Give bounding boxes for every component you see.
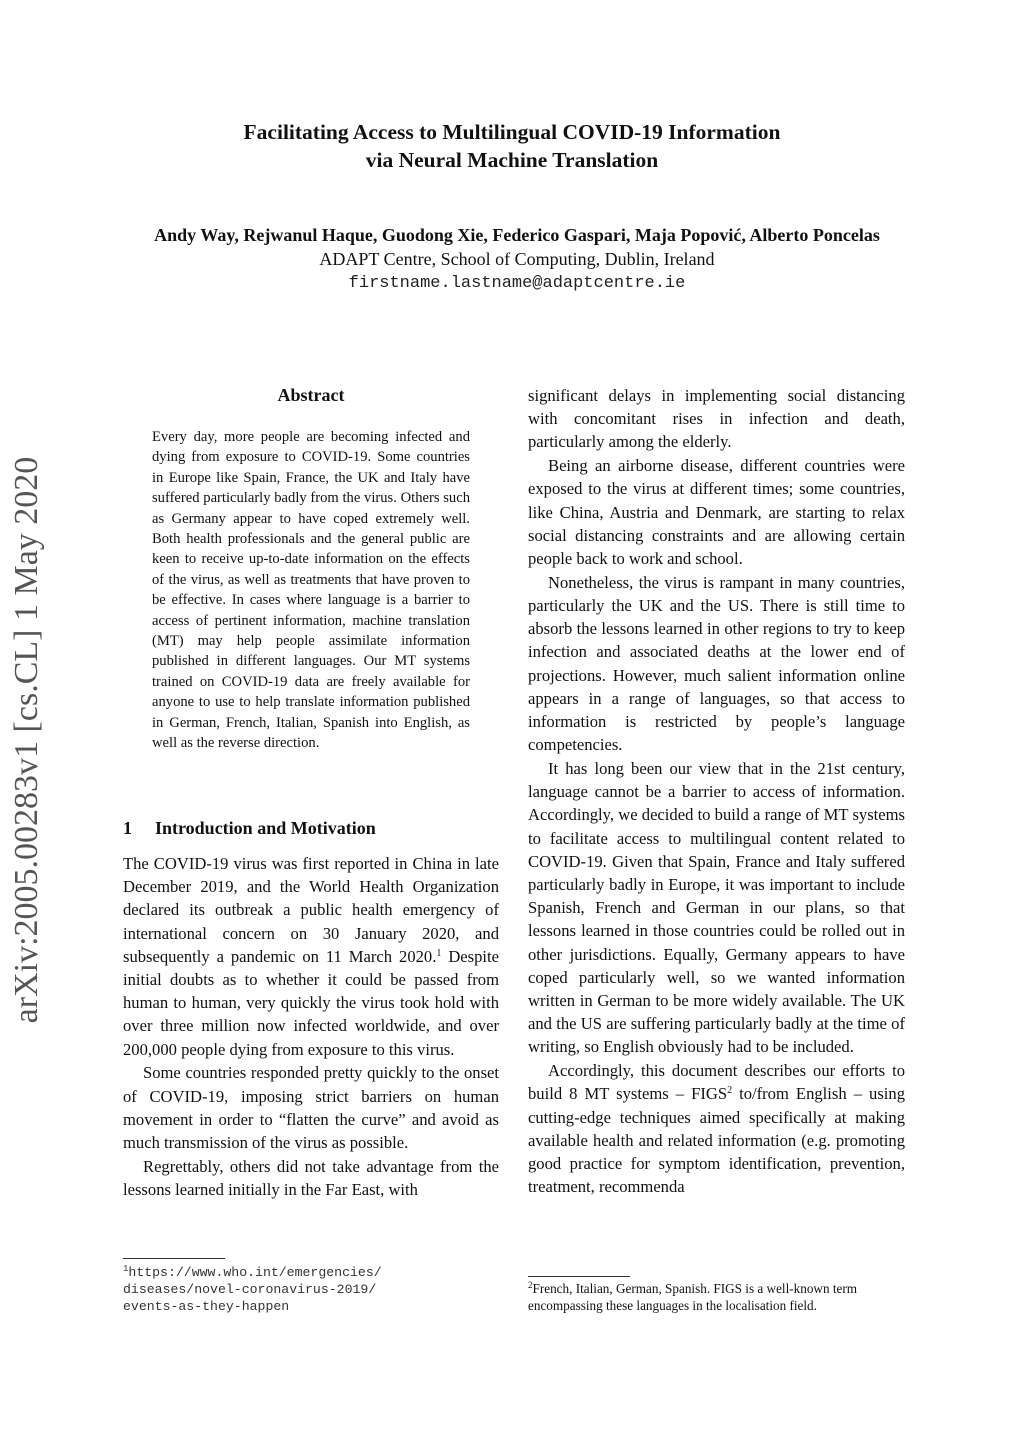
email-address: firstname.lastname@adaptcentre.ie: [348, 274, 686, 293]
paragraph: Being an airborne disease, different countries were exposed to the virus at different times; some countries, like China, Austria and Denmark, are starting to relax social distancing constraints and are allowing certain people back to work and school.: [528, 456, 905, 569]
section-number: 1: [123, 818, 132, 838]
footnote-marker: 1: [436, 947, 442, 959]
footnote-url-line[interactable]: diseases/novel-coronavirus-2019/: [123, 1282, 377, 1297]
title-line-2: via Neural Machine Translation: [365, 148, 659, 172]
abstract-heading: Abstract: [277, 385, 345, 405]
section-title: Introduction and Motivation: [155, 818, 376, 838]
left-column-body: [123, 852, 499, 1201]
paragraph: Regrettably, others did not take advantage from the lessons learned initially in the Far East, with: [123, 1156, 499, 1200]
paragraph: [528, 1059, 905, 1198]
footnote-2: [528, 1280, 905, 1314]
arxiv-stamp: arXiv:2005.00283v1 [cs.CL] 1 May 2020: [8, 456, 45, 1024]
paragraph-text: Accordingly, this document describes our efforts to build 8 MT systems – FIGS: [528, 1061, 905, 1104]
paragraph-text: The COVID-19 virus was first reported in China in late December 2019, and the World Health Organization declared its outbreak a public health emergency of international concern on 30 January 2020, and subsequently a pandemic on 11 March 2020.: [123, 854, 499, 966]
section-heading: [123, 816, 499, 840]
footnote-marker: 2: [528, 1280, 533, 1290]
footnote-marker: 1: [123, 1264, 129, 1274]
footnote-marker: 2: [727, 1085, 733, 1097]
title-line-1: Facilitating Access to Multilingual COVID-19 Information: [243, 120, 781, 144]
footnote-rule: [528, 1276, 630, 1277]
right-column-body: [528, 384, 905, 1198]
paper-title: [0, 118, 1024, 174]
paragraph: It has long been our view that in the 21st century, language cannot be a barrier to access of information. Accordingly, we decided to build a range of MT systems to facilitate access to multilingual content related to COVID-19. Given that Spain, France and Italy suffered particularly badly in Europe, it was important to include Spanish, French and German in our plans, so that lessons learned in those countries could be rolled out in other jurisdictions. Equally, Germany appears to have coped particularly well, so we wanted information written in German to be more widely available. The UK and the US are suffering particularly badly at the time of writing, so English obviously had to be included.: [528, 759, 905, 1057]
footnote-text: French, Italian, German, Spanish. FIGS is a well-known term encompassing these languages in the localisation field.: [528, 1281, 857, 1313]
footnote-url-line[interactable]: events-as-they-happen: [123, 1299, 290, 1314]
footnote-1: [123, 1264, 499, 1315]
paragraph-text: to/from English – using cutting-edge techniques aimed specifically at making available health and related information (e.g. promoting good practice for symptom identification, prevention, treatment, recommenda: [528, 1084, 905, 1197]
affiliation: ADAPT Centre, School of Computing, Dublin, Ireland: [319, 249, 715, 269]
footnote-rule: [123, 1258, 225, 1259]
paragraph-text: Despite initial doubts as to whether it could be passed from human to human, very quickly the virus took hold with over three million now infected worldwide, and over 200,000 people dying from exposure to this virus.: [123, 946, 500, 1059]
paragraph: [123, 852, 499, 1061]
author-list: Andy Way, Rejwanul Haque, Guodong Xie, Federico Gaspari, Maja Popović, Alberto Poncelas: [154, 225, 880, 245]
paragraph: Some countries responded pretty quickly to the onset of COVID-19, imposing strict barriers on human movement in order to “flatten the curve” and avoid as much transmission of the virus as possible.: [123, 1063, 499, 1153]
footnote-url-line[interactable]: https://www.who.int/emergencies/: [128, 1265, 382, 1280]
paragraph: Nonetheless, the virus is rampant in many countries, particularly the UK and the US. There is still time to absorb the lessons learned in other regions to try to keep infection and associated deaths at the lower end of projections. However, much salient information online appears in a range of languages, so that access to information is restricted by people’s language competencies.: [528, 572, 905, 755]
paragraph: significant delays in implementing social distancing with concomitant rises in infection and death, particularly among the elderly.: [528, 386, 905, 452]
abstract-text: Every day, more people are becoming infected and dying from exposure to COVID-19. Some countries in Europe like Spain, France, the UK and Italy have suffered particularly badly from the virus. Others such as Germany appear to have coped extremely well. Both health professionals and the general public are keen to receive up-to-date information on the effects of the virus, as well as treatments that have proven to be effective. In cases where language is a barrier to access of pertinent information, machine translation (MT) may help people assimilate information published in different languages. Our MT systems trained on COVID-19 data are freely available for anyone to use to help translate information published in German, French, Italian, Spanish into English, as well as the reverse direction.: [152, 429, 470, 752]
